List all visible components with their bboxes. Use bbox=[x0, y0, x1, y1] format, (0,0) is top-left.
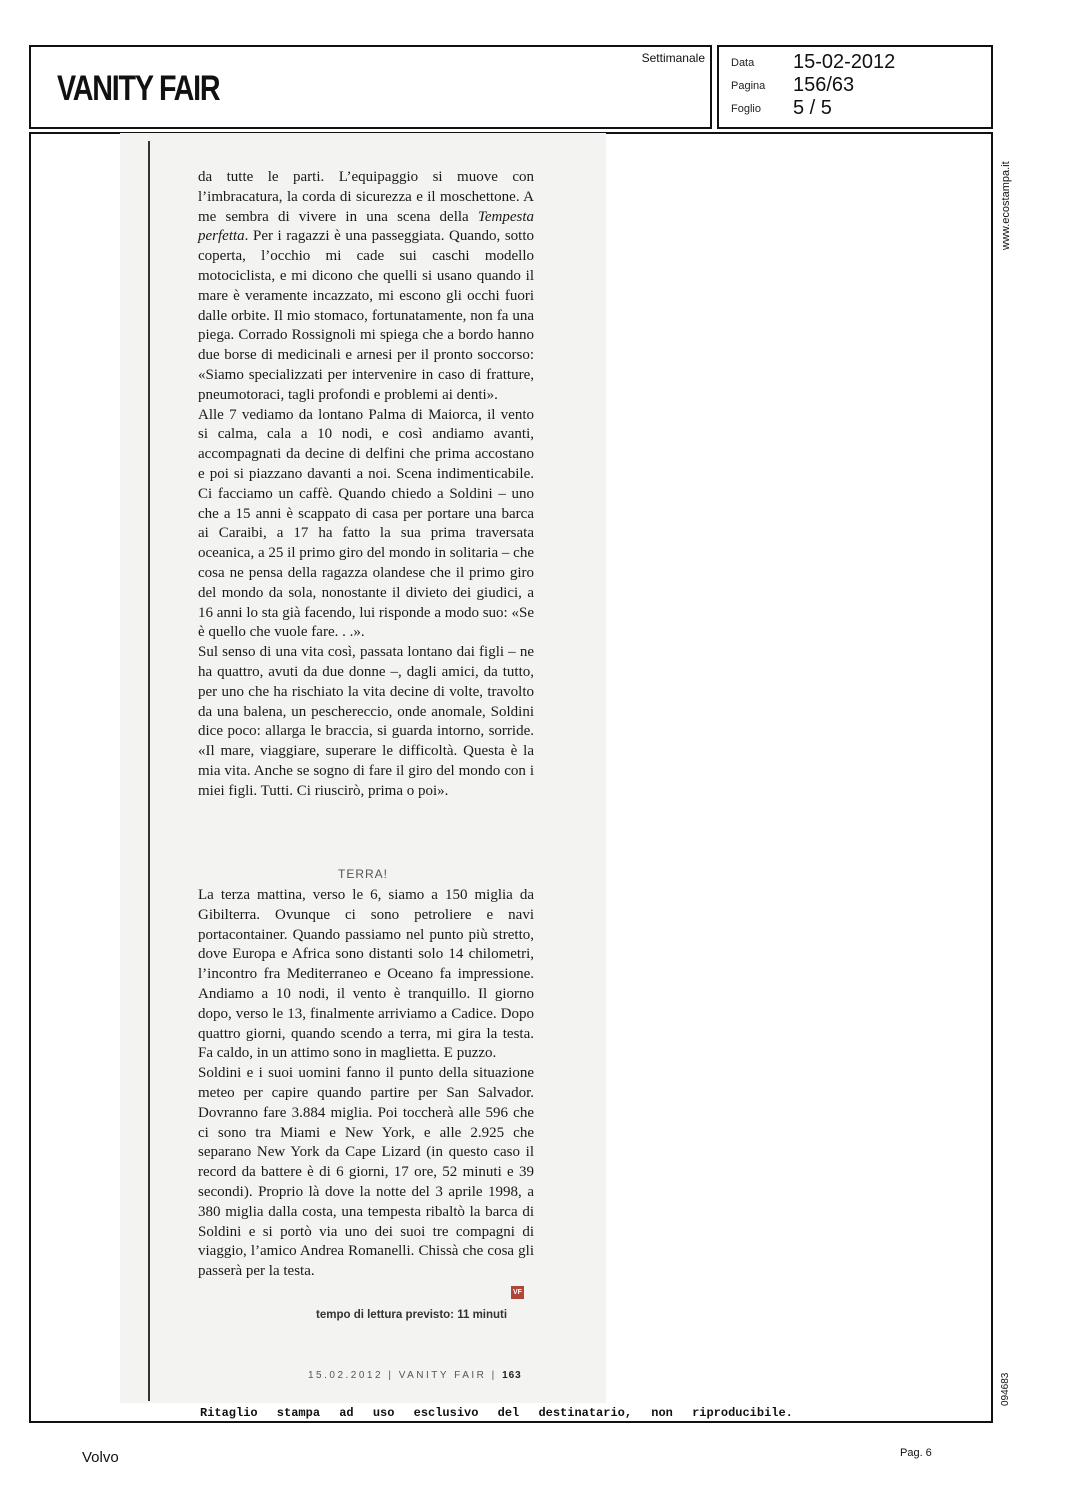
meta-label: Pagina bbox=[731, 80, 766, 92]
article-paragraph: Soldini e i suoi uomini fanno il punto della situazione meteo per capire quando partire per San Salvador. Dovranno fare 3.884 miglia. Poi toccherà alle 596 che ci sono tra Miami e New York, e alle 2.925 che separano New York da Cape Lizard (in questo caso il record da battere è di 6 giorni, 17 ore, 52 minuti e 39 secondi). Proprio là dove la notte del 3 aprile 1998, a 380 miglia dalla costa, una tempesta ribaltò la barca di Soldini e si portò via uno dei suoi tre compagni di viaggio, l’amico Andrea Romanelli. Chissà che cosa gli passerà per la testa. bbox=[198, 1065, 534, 1280]
film-title: Tempesta perfetta bbox=[198, 208, 534, 245]
meta-label: Data bbox=[731, 57, 755, 69]
periodicity-label: Settimanale bbox=[641, 51, 705, 65]
side-code: 094683 bbox=[1000, 1372, 1011, 1406]
article-paragraph: da tutte le parti. L’equipaggio si muove con l’imbracatura, la corda di sicurezza e il moschettone. A me sembra di vivere in una scena della Tempesta perfetta. Per i ragazzi è una passeggiata. Quando, sotto coperta, l’occhio mi cade sui caschi modello motociclista, e mi dicono che quelli si usano quando il mare è veramente incazzato, mi escono gli occhi fuori dalle orbite. Il mio stomaco, fortunatamente, non fa una piega. Corrado Rossignoli mi spiega che a bordo hanno due borse di medicinali e arnesi per il pronto soccorso: «Siamo specializzati per intervenire in caso di fratture, pneumotoraci, tagli profondi e problemi ai denti». bbox=[198, 169, 534, 403]
folio-page-number: 163 bbox=[502, 1370, 522, 1381]
page-gutter-line bbox=[148, 141, 150, 1401]
meta-value: 156/63 bbox=[793, 74, 855, 96]
article-column-top bbox=[198, 168, 534, 802]
section-subhead: TERRA! bbox=[337, 867, 388, 881]
article-paragraph: La terza mattina, verso le 6, siamo a 150 miglia da Gibilterra. Ovunque ci sono petroliere e navi portacontainer. Quando passiamo nel punto più stretto, dove Europa e Africa sono distanti solo 14 chilometri, l’incontro fra Mediterraneo e Oceano fa impressione. Andiamo a 10 nodi, il vento è tranquillo. Il giorno dopo, verso le 13, finalmente arriviamo a Cadice. Dopo quattro giorni, quando scendo a terra, mi gira la testa. Fa caldo, in un attimo sono in maglietta. E puzzo. bbox=[198, 887, 534, 1062]
page-number: Pag. 6 bbox=[900, 1447, 932, 1459]
publication-logo: VANITY FAIR bbox=[57, 69, 220, 108]
metadata-box bbox=[717, 45, 993, 129]
end-mark-icon: VF bbox=[511, 1286, 524, 1299]
masthead-box bbox=[29, 45, 712, 129]
meta-label: Foglio bbox=[731, 103, 761, 115]
article-paragraph: Alle 7 vediamo da lontano Palma di Maiorca, il vento si calma, cala a 10 nodi, e così andiamo avanti, accompagnati da decine di delfini che prima accostano e poi si piazzano davanti a noi. Scena indimenticabile. Ci facciamo un caffè. Quando chiedo a Soldini – uno che a 15 anni è scappato di casa per portare una barca ai Caraibi, a 17 ha fatto la sua prima traversata oceanica, a 25 il primo giro del mondo in solitaria – che cosa ne pensa della ragazza olandese che il primo giro del mondo da sola, nonostante il divieto dei giudici, a 16 anni lo sta già facendo, lui risponde a modo suo: «Se è quello che vuole fare. . .». bbox=[198, 406, 534, 641]
disclaimer-text: Ritaglio stampa ad uso esclusivo del destinatario, non riproducibile. bbox=[200, 1406, 793, 1420]
client-name: Volvo bbox=[82, 1449, 119, 1466]
meta-value: 15-02-2012 bbox=[793, 51, 896, 73]
meta-value: 5 / 5 bbox=[793, 97, 832, 119]
page-folio: 15.02.2012 | VANITY FAIR | 163 bbox=[308, 1370, 522, 1381]
article-column-bottom bbox=[198, 886, 534, 1282]
reading-time: tempo di lettura previsto: 11 minuti bbox=[316, 1309, 508, 1321]
article-paragraph: Sul senso di una vita così, passata lontano dai figli – ne ha quattro, avuti da due donne –, dagli amici, da tutto, per uno che ha rischiato la vita decine di volte, travolto da una balena, un peschereccio, onde anomale, Soldini dice poco: allarga le braccia, si guarda intorno, sorride. «Il mare, viaggiare, superare le difficoltà. Questa è la mia vita. Anche se sogno di fare il giro del mondo con i miei figli. Tutti. Ci riuscirò, prima o poi». bbox=[198, 644, 534, 799]
side-url: www.ecostampa.it bbox=[1000, 161, 1012, 250]
